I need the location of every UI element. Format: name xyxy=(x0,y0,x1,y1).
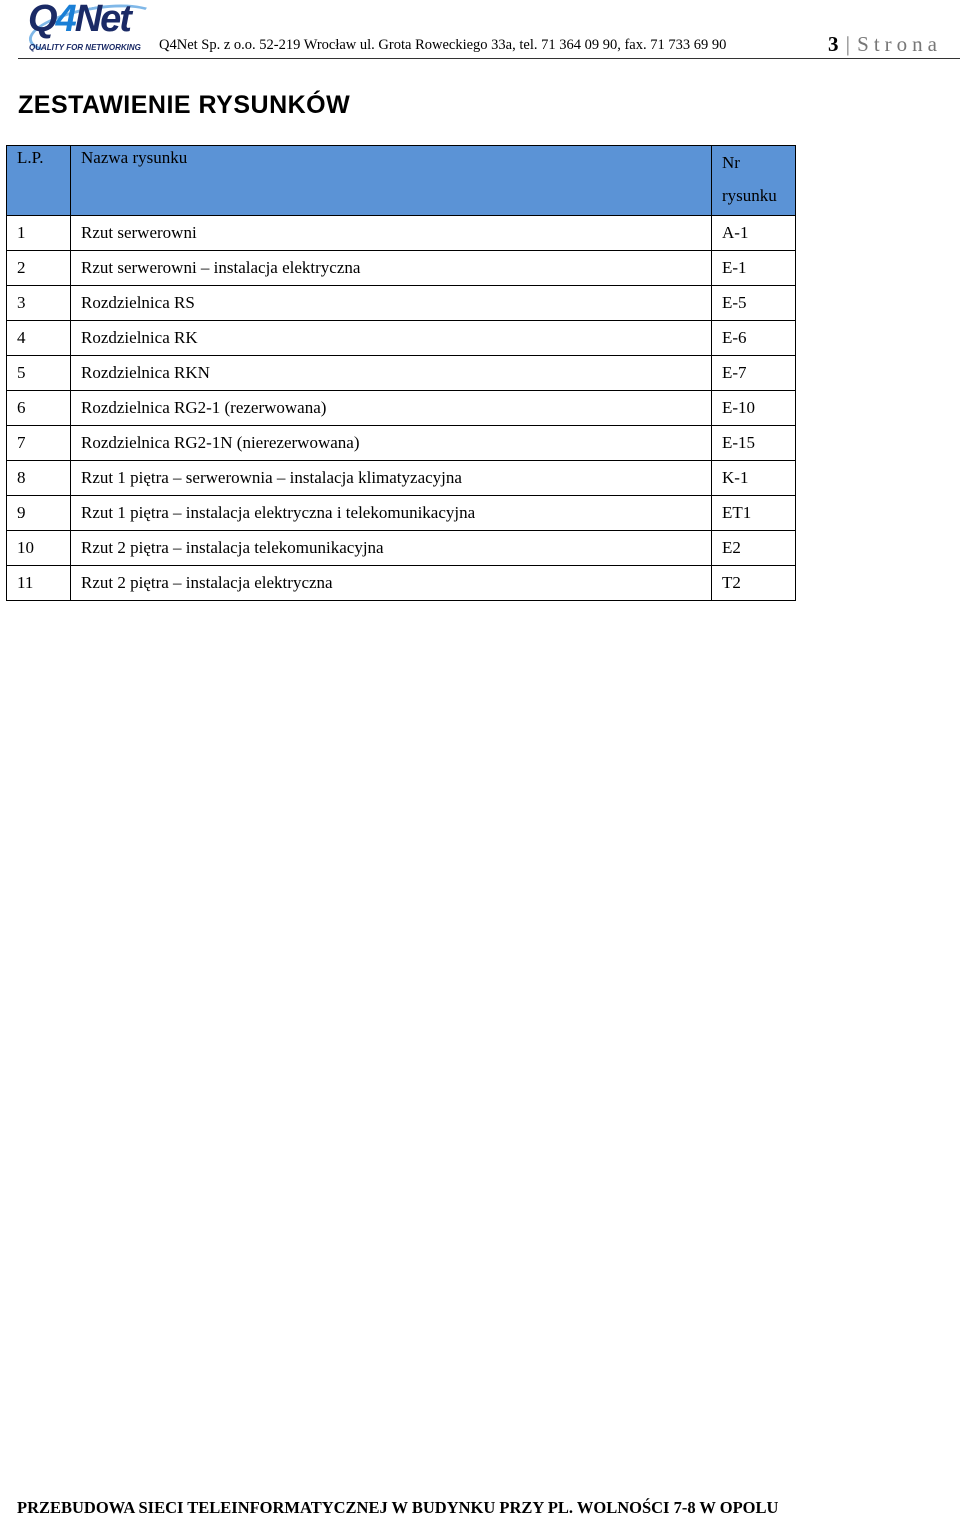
row-name: Rzut 1 piętra – instalacja elektryczna i telekomunikacyjna xyxy=(71,496,712,531)
row-name: Rzut 2 piętra – instalacja elektryczna xyxy=(71,566,712,601)
row-lp: 8 xyxy=(7,461,71,496)
header-nr xyxy=(712,146,796,216)
row-lp: 3 xyxy=(7,286,71,321)
page-title: ZESTAWIENIE RYSUNKÓW xyxy=(18,91,351,119)
table-row xyxy=(7,426,796,461)
row-name: Rzut 1 piętra – serwerownia – instalacja klimatyzacyjna xyxy=(71,461,712,496)
row-lp: 10 xyxy=(7,531,71,566)
company-logo xyxy=(28,2,156,54)
row-nr: K-1 xyxy=(712,461,796,496)
table-row xyxy=(7,566,796,601)
row-nr: E2 xyxy=(712,531,796,566)
page-footer: PRZEBUDOWA SIECI TELEINFORMATYCZNEJ W BUDYNKU PRZY PL. WOLNOŚCI 7-8 W OPOLU xyxy=(17,1498,779,1517)
header-nr-line2: rysunku xyxy=(722,186,777,205)
row-name: Rozdzielnica RG2-1N (nierezerwowana) xyxy=(71,426,712,461)
table-row xyxy=(7,496,796,531)
row-nr: ET1 xyxy=(712,496,796,531)
row-lp: 6 xyxy=(7,391,71,426)
row-name: Rozdzielnica RG2-1 (rezerwowana) xyxy=(71,391,712,426)
row-name: Rzut serwerowni – instalacja elektryczna xyxy=(71,251,712,286)
table-row xyxy=(7,216,796,251)
page-word: Strona xyxy=(857,32,942,56)
table-row xyxy=(7,286,796,321)
header-nr-line1: Nr xyxy=(722,153,740,172)
company-info: Q4Net Sp. z o.o. 52-219 Wrocław ul. Grota Roweckiego 33a, tel. 71 364 09 90, fax. 71 733 69 90 xyxy=(159,37,727,53)
table-row xyxy=(7,461,796,496)
table-row xyxy=(7,391,796,426)
table-row xyxy=(7,531,796,566)
row-lp: 11 xyxy=(7,566,71,601)
row-nr: E-6 xyxy=(712,321,796,356)
page-header xyxy=(0,0,960,62)
header-divider xyxy=(18,58,960,59)
row-nr: E-15 xyxy=(712,426,796,461)
row-nr: E-5 xyxy=(712,286,796,321)
row-lp: 7 xyxy=(7,426,71,461)
table-header-row xyxy=(7,146,796,216)
drawings-table xyxy=(6,145,796,601)
row-nr: E-1 xyxy=(712,251,796,286)
row-name: Rzut 2 piętra – instalacja telekomunikacyjna xyxy=(71,531,712,566)
row-nr: T2 xyxy=(712,566,796,601)
table-row xyxy=(7,251,796,286)
page-separator: | xyxy=(845,32,850,56)
page-number xyxy=(828,32,942,57)
row-nr: E-10 xyxy=(712,391,796,426)
row-name: Rozdzielnica RK xyxy=(71,321,712,356)
row-nr: A-1 xyxy=(712,216,796,251)
row-name: Rozdzielnica RS xyxy=(71,286,712,321)
header-lp: L.P. xyxy=(7,146,71,216)
row-lp: 9 xyxy=(7,496,71,531)
table-row xyxy=(7,321,796,356)
row-lp: 2 xyxy=(7,251,71,286)
row-name: Rzut serwerowni xyxy=(71,216,712,251)
logo-tagline: QUALITY FOR NETWORKING xyxy=(29,43,141,52)
row-lp: 5 xyxy=(7,356,71,391)
page-number-value: 3 xyxy=(827,32,839,56)
header-name: Nazwa rysunku xyxy=(71,146,712,216)
table-row xyxy=(7,356,796,391)
row-lp: 4 xyxy=(7,321,71,356)
row-lp: 1 xyxy=(7,216,71,251)
logo-wordmark: Q4Net xyxy=(28,0,130,40)
row-nr: E-7 xyxy=(712,356,796,391)
row-name: Rozdzielnica RKN xyxy=(71,356,712,391)
